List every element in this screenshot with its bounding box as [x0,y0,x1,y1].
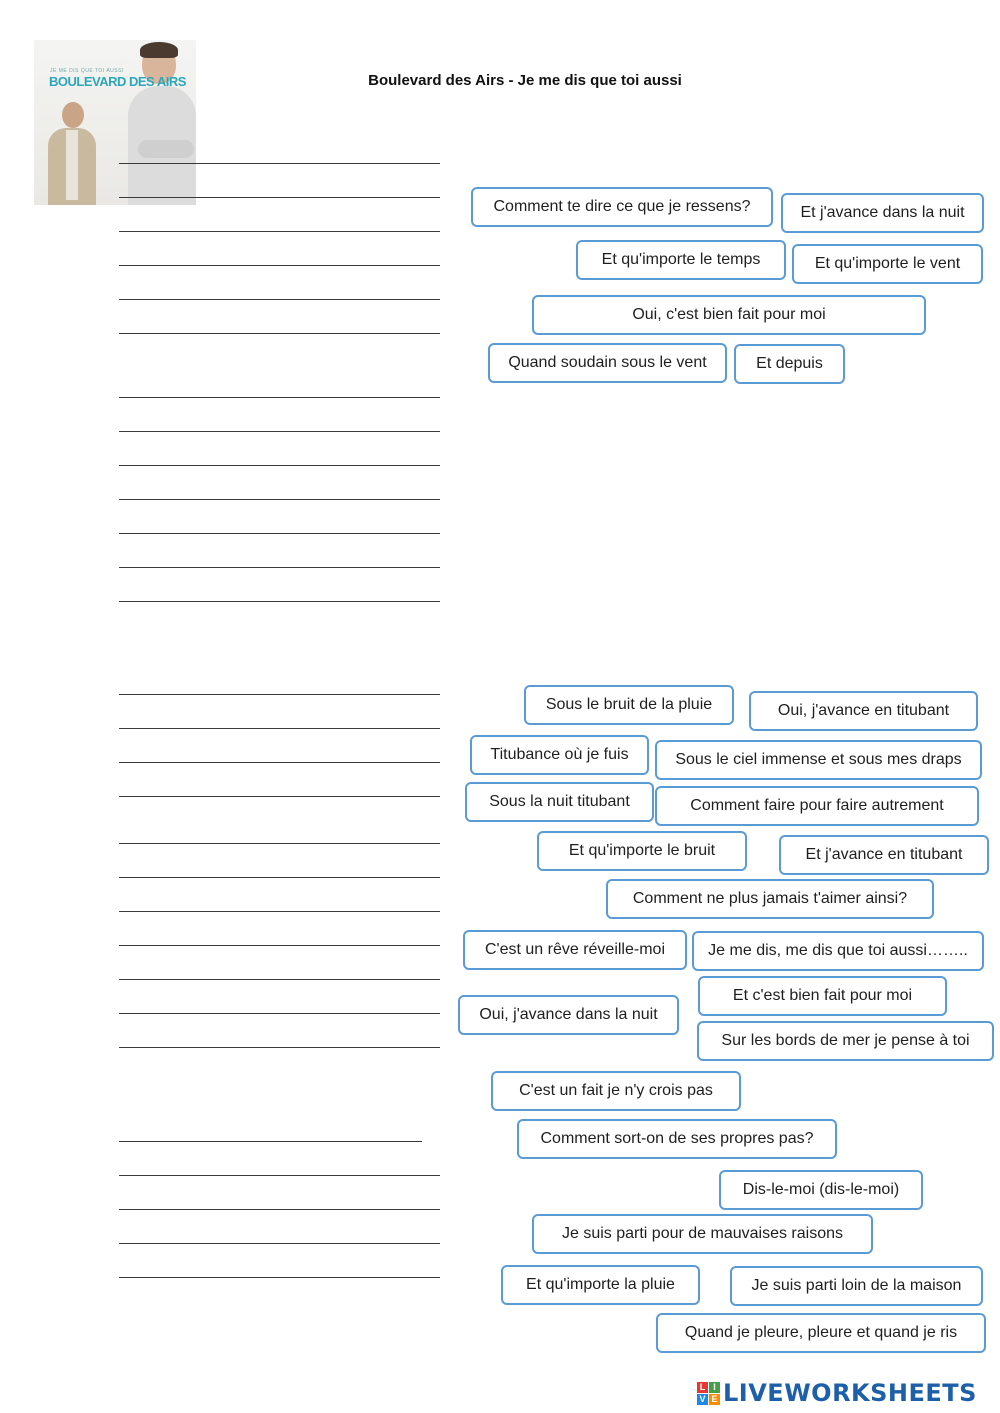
logo-text: LIVEWORKSHEETS [723,1379,977,1407]
lyric-chip[interactable]: Comment sort-on de ses propres pas? [517,1119,837,1159]
lyric-chip[interactable]: Et j'avance dans la nuit [781,193,984,233]
logo-mark-icon: L I V E [697,1382,720,1405]
lyric-chip[interactable]: Sous le ciel immense et sous mes draps [655,740,982,780]
lyric-chip[interactable]: Et qu'importe le temps [576,240,786,280]
answer-line[interactable] [119,1047,440,1048]
answer-line[interactable] [119,533,440,534]
answer-line[interactable] [119,1013,440,1014]
lyric-chip[interactable]: Quand je pleure, pleure et quand je ris [656,1313,986,1353]
answer-line[interactable] [119,197,440,198]
lyric-chip[interactable]: Comment faire pour faire autrement [655,786,979,826]
answer-line[interactable] [119,1277,440,1278]
cover-figure-arms [138,140,194,158]
lyric-chip[interactable]: Comment ne plus jamais t'aimer ainsi? [606,879,934,919]
answer-line[interactable] [119,1175,440,1176]
cover-figure-hair [140,42,178,58]
cover-figure-shirt [66,130,78,200]
answer-line[interactable] [119,1141,422,1142]
lyric-chip[interactable]: Oui, j'avance en titubant [749,691,978,731]
cover-band-name: BOULEVARD DES AIRS [49,74,186,89]
lyric-chip[interactable]: Je suis parti loin de la maison [730,1266,983,1306]
answer-line[interactable] [119,299,440,300]
lyric-chip[interactable]: Comment te dire ce que je ressens? [471,187,773,227]
answer-line[interactable] [119,762,440,763]
answer-line[interactable] [119,163,440,164]
answer-line[interactable] [119,843,440,844]
answer-line[interactable] [119,979,440,980]
lyric-chip[interactable]: Sous la nuit titubant [465,782,654,822]
answer-line[interactable] [119,694,440,695]
answer-line[interactable] [119,231,440,232]
lyric-chip[interactable]: Oui, j'avance dans la nuit [458,995,679,1035]
answer-line[interactable] [119,911,440,912]
answer-line[interactable] [119,1243,440,1244]
lyric-chip[interactable]: Je suis parti pour de mauvaises raisons [532,1214,873,1254]
answer-line[interactable] [119,431,440,432]
answer-line[interactable] [119,265,440,266]
lyric-chip[interactable]: Quand soudain sous le vent [488,343,727,383]
lyric-chip[interactable]: Et j'avance en titubant [779,835,989,875]
lyric-chip[interactable]: C'est un rêve réveille-moi [463,930,687,970]
answer-line[interactable] [119,796,440,797]
answer-line[interactable] [119,945,440,946]
answer-line[interactable] [119,499,440,500]
answer-line[interactable] [119,333,440,334]
cover-subtitle: JE ME DIS QUE TOI AUSSI [50,68,124,74]
lyric-chip[interactable]: Et qu'importe le bruit [537,831,747,871]
answer-line[interactable] [119,397,440,398]
cover-figure-front-head [62,102,84,128]
lyric-chip[interactable]: Et c'est bien fait pour moi [698,976,947,1016]
lyric-chip[interactable]: Et depuis [734,344,845,384]
answer-line[interactable] [119,1209,440,1210]
album-cover [34,40,196,205]
lyric-chip[interactable]: Sous le bruit de la pluie [524,685,734,725]
answer-line[interactable] [119,601,440,602]
lyric-chip[interactable]: C'est un fait je n'y crois pas [491,1071,741,1111]
answer-line[interactable] [119,728,440,729]
lyric-chip[interactable]: Je me dis, me dis que toi aussi…….. [692,931,984,971]
liveworksheets-logo [697,1378,977,1408]
answer-line[interactable] [119,567,440,568]
lyric-chip[interactable]: Titubance où je fuis [470,735,649,775]
answer-line[interactable] [119,877,440,878]
lyric-chip[interactable]: Et qu'importe le vent [792,244,983,284]
lyric-chip[interactable]: Et qu'importe la pluie [501,1265,700,1305]
lyric-chip[interactable]: Sur les bords de mer je pense à toi [697,1021,994,1061]
lyric-chip[interactable]: Dis-le-moi (dis-le-moi) [719,1170,923,1210]
lyric-chip[interactable]: Oui, c'est bien fait pour moi [532,295,926,335]
page-title: Boulevard des Airs - Je me dis que toi aussi [368,72,682,89]
answer-line[interactable] [119,465,440,466]
